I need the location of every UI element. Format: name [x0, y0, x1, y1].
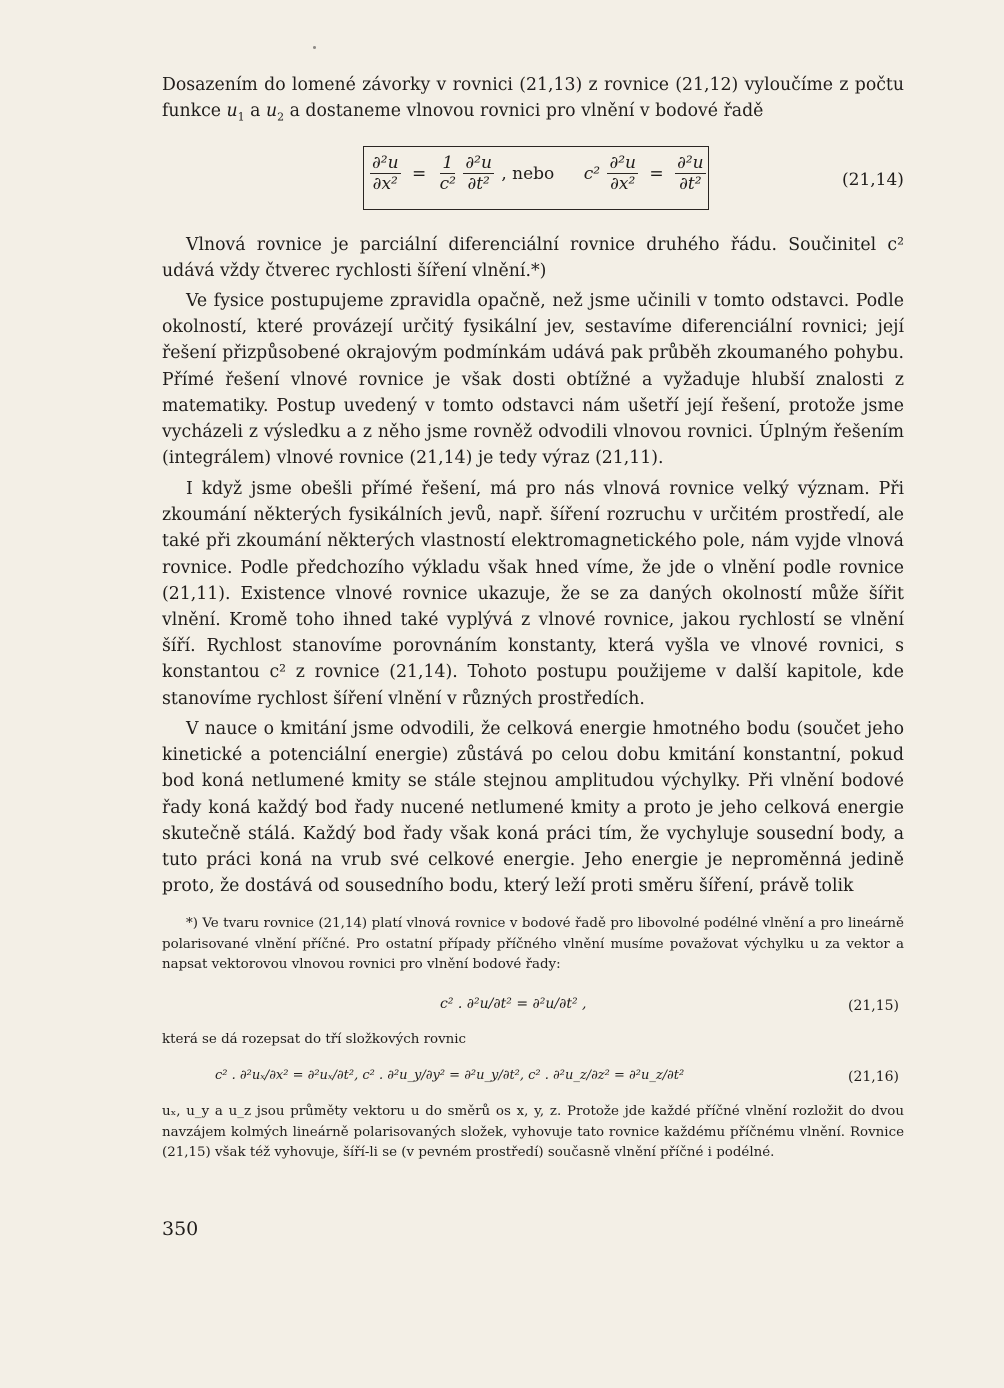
- var-u1: u: [226, 101, 238, 122]
- equals-sign: =: [411, 163, 427, 184]
- frac-coef: $\frac{1}{\text{c²}}$: [439, 153, 456, 194]
- paragraph-1-block: [162, 232, 904, 284]
- nebo-label: , nebo: [501, 163, 555, 184]
- print-speck: [313, 46, 316, 49]
- equation-number-21-15: (21,15): [848, 998, 900, 1014]
- footnote-text-3: uₓ, u_y a u_z jsou průměty vektoru u do směrů os x, y, z. Protože jde každé příčné vlnění rozložit do dvou navzájem kolmých lineárně polarisovaných složek, vyhovuje tato rovnice každému příčnému vlnění. Rovnice (21,15) však též vyhovuje, šíří-li se (v pevném prostředí) současně vlnění příčné i podélné.: [162, 1104, 904, 1160]
- wave-equation-box: [363, 146, 709, 210]
- paragraph-4-block: [162, 716, 904, 899]
- footnote-text-1-block: [162, 914, 904, 976]
- equation-number-21-14: (21,14): [842, 170, 904, 190]
- equation-21-15: c² . ∂²u/∂t² = ∂²u/∂t² ,: [440, 996, 587, 1012]
- equation-number-21-16: (21,16): [848, 1069, 900, 1085]
- footnote-text-2: která se dá rozepsat do tří složkových rovnic: [162, 1032, 467, 1047]
- paragraph-1: Vlnová rovnice je parciální diferenciální rovnice druhého řádu. Součinitel c² udává vždy čtverec rychlosti šíření vlnění.*): [162, 235, 904, 282]
- frac-alt-lhs: $\frac{\text{∂²u}}{\text{∂x²}}$: [609, 153, 636, 194]
- intro-text-3: a dostaneme vlnovou rovnici pro vlnění v bodové řadě: [284, 101, 764, 122]
- intro-text-1: Dosazením do lomené závorky v rovnici (21,13) z rovnice (21,12) vyloučíme z počtu funkce: [162, 75, 904, 122]
- equals-sign-2: =: [649, 163, 664, 184]
- paragraph-2: Ve fysice postupujeme zpravidla opačně, než jsme učinili v tomto odstavci. Podle okolností, které provázejí určitý fysikální jev, sestavíme diferenciální rovnici; její řešení přizpůsobené okrajovým podmínkám udává pak průběh zkoumaného pohybu. Přímé řešení vlnové rovnice je však dosti obtížné a vyžaduje hlubší znalosti z matematiky. Postup uvedený v tomto odstavci nám ušetří její řešení, protože jsme vycházeli z výsledku a z něho jsme rovněž odvodili vlnovou rovnici. Úplným řešením (integrálem) vlnové rovnice (21,14) je tedy výraz (21,11).: [162, 291, 904, 469]
- frac-rhs: $\frac{\text{∂²u}}{\text{∂t²}}$: [465, 153, 492, 194]
- intro-block: [162, 72, 904, 131]
- wave-equation: [370, 153, 706, 194]
- footnote-text-2-block: [162, 1030, 904, 1051]
- paragraph-2-block: [162, 288, 904, 471]
- var-u2: u: [265, 101, 278, 122]
- paragraph-4: V nauce o kmitání jsme odvodili, že celková energie hmotného bodu (součet jeho kinetické a potenciální energie) zůstává po celou dobu kmitání konstantní, pokud bod koná netlumené kmity se stále stejnou amplitudou výchylky. Při vlnění bodové řady koná každý bod řady nucené netlumené kmity a proto je jeho celková energie skutečně stálá. Každý bod řady však koná práci tím, že vychyluje sousední body, a tuto práci koná na vrub své celkové energie. Jeho energie je neproměnná jedině proto, že dostává od sousedního bodu, který leží proti směru šíření, právě tolik: [162, 719, 904, 897]
- footnote-text-3-block: [162, 1102, 904, 1164]
- var-u1-sub: 1: [237, 110, 245, 124]
- intro-paragraph: [162, 72, 904, 131]
- page-number: 350: [162, 1218, 199, 1240]
- paragraph-3-block: [162, 476, 904, 712]
- footnote-text-1: *) Ve tvaru rovnice (21,14) platí vlnová rovnice v bodové řadě pro libovolné podélné vlnění a pro lineárně polarisované vlnění příčné. Pro ostatní případy příčného vlnění musíme považovat výchylku u za vektor a napsat vektorovou vlnovou rovnici pro vlnění bodové řady:: [162, 916, 904, 972]
- coef-c2: c²: [583, 163, 601, 184]
- frac-lhs: $\frac{\text{∂²u}}{\text{∂x²}}$: [372, 153, 399, 194]
- var-u2-sub: 2: [277, 110, 285, 124]
- intro-text-2: a: [244, 101, 266, 122]
- frac-alt-rhs: $\frac{\text{∂²u}}{\text{∂t²}}$: [677, 153, 704, 194]
- paragraph-3: I když jsme obešli přímé řešení, má pro nás vlnová rovnice velký význam. Při zkoumání některých fysikálních jevů, např. šíření rozruchu v určitém prostředí, ale také při zkoumání některých vlastností elektromagnetického pole, nám vyjde vlnová rovnice. Podle předchozího výkladu však hned víme, že jde o vlnění podle rovnice (21,11). Existence vlnové rovnice ukazuje, že se za daných okolností může šířit vlnění. Kromě toho ihned také vyplývá z vlnové rovnice, jakou rychlostí se vlnění šíří. Rychlost stanovíme porovnáním konstanty, která vyšla ve vlnové rovnici, s konstantou c² z rovnice (21,14). Tohoto postupu použijeme v další kapitole, kde stanovíme rychlost šíření vlnění v různých prostředích.: [162, 479, 904, 709]
- equation-21-16: c² . ∂²uₓ/∂x² = ∂²uₓ/∂t², c² . ∂²u_y/∂y² = ∂²u_y/∂t², c² . ∂²u_z/∂z² = ∂²u_z/∂t²: [215, 1068, 685, 1083]
